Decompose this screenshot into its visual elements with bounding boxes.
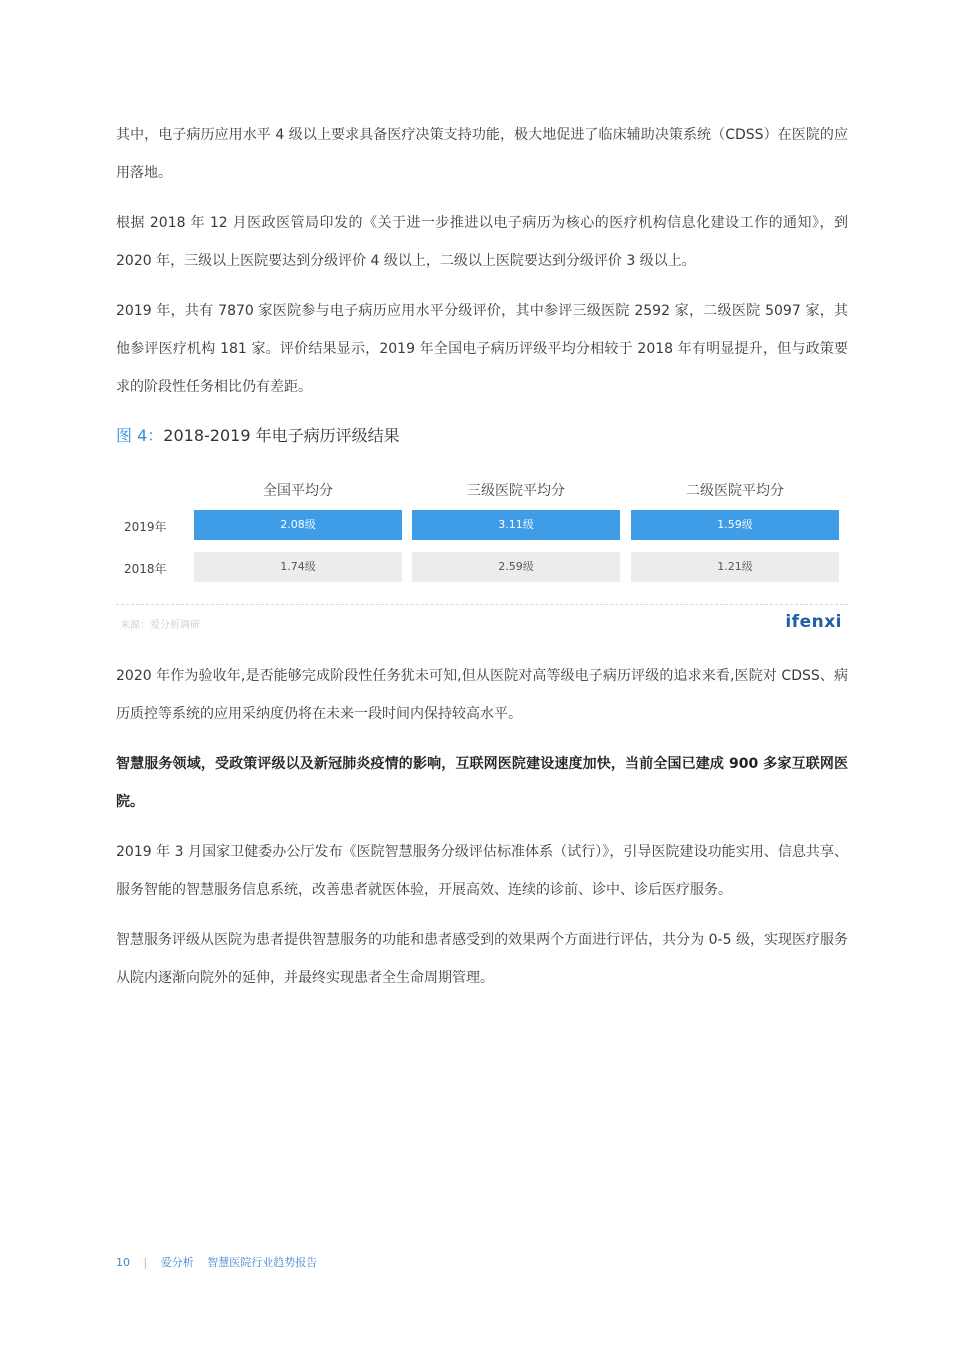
paragraph-2020-acceptance: 2020 年作为验收年,是否能够完成阶段性任务犹未可知,但从医院对高等级电子病历评级的追求来看,医院对 CDSS、病历质控等系统的应用采纳度仍将在未来一段时间内保持较高水平。 — [116, 668, 848, 722]
figure-title — [116, 422, 848, 450]
ifenxi-logo: ifenxi — [785, 612, 842, 632]
row-label-2019: 2019年 — [124, 520, 167, 534]
page-number: 10 — [116, 1256, 130, 1269]
footer-separator: | — [143, 1256, 148, 1269]
column-header-secondary: 二级医院平均分 — [686, 483, 784, 499]
figure-divider — [116, 604, 848, 605]
footer-report-title: 智慧医院行业趋势报告 — [207, 1256, 318, 1269]
column-header-tertiary: 三级医院平均分 — [467, 483, 565, 499]
column-header-national: 全国平均分 — [263, 483, 333, 499]
paragraph-policy-notice: 根据 2018 年 12 月医政医管局印发的《关于进一步推进以电子病历为核心的医疗机构信息化建设工作的通知》，到 2020 年，三级以上医院要达到分级评价 4 级以上，二级以上医院要达到分级评价 3 级以上。 — [116, 215, 848, 269]
cell-2019-national: 2.08级 — [194, 510, 402, 540]
ratings-table — [116, 472, 848, 592]
figure-caption: 2018-2019 年电子病历评级结果 — [163, 426, 400, 445]
footer-brand: 爱分析 — [160, 1256, 194, 1269]
row-label-2018: 2018年 — [124, 562, 167, 576]
figure-source: 来源：爱分析调研 — [120, 620, 200, 631]
cell-2018-tertiary: 2.59级 — [412, 552, 620, 582]
paragraph-2019-evaluation: 2019 年，共有 7870 家医院参与电子病历应用水平分级评价，其中参评三级医院 2592 家，二级医院 5097 家，其他参评医疗机构 181 家。评价结果显示，2019 年全国电子病历评级平均分相较于 2018 年有明显提升，但与政策要求的阶段性任务相比仍有差距。 — [116, 303, 848, 395]
cell-2019-secondary: 1.59级 — [631, 510, 839, 540]
cell-2018-secondary: 1.21级 — [631, 552, 839, 582]
paragraph-cdss: 其中，电子病历应用水平 4 级以上要求具备医疗决策支持功能，极大地促进了临床辅助决策系统（CDSS）在医院的应用落地。 — [116, 127, 848, 181]
cell-2019-tertiary: 3.11级 — [412, 510, 620, 540]
paragraph-smart-service-rating: 智慧服务评级从医院为患者提供智慧服务的功能和患者感受到的效果两个方面进行评估，共分为 0-5 级，实现医疗服务从院内逐渐向院外的延伸，并最终实现患者全生命周期管理。 — [116, 932, 848, 986]
figure-label: 图 4： — [116, 426, 164, 445]
cell-2018-national: 1.74级 — [194, 552, 402, 582]
paragraph-smart-service-standard: 2019 年 3 月国家卫健委办公厅发布《医院智慧服务分级评估标准体系（试行）》，引导医院建设功能实用、信息共享、服务智能的智慧服务信息系统，改善患者就医体验，开展高效、连续的诊前、诊中、诊后医疗服务。 — [116, 844, 848, 898]
page-footer — [116, 1254, 327, 1270]
paragraph-smart-service-highlight: 智慧服务领域，受政策评级以及新冠肺炎疫情的影响，互联网医院建设速度加快，当前全国已建成 900 多家互联网医院。 — [116, 756, 848, 810]
